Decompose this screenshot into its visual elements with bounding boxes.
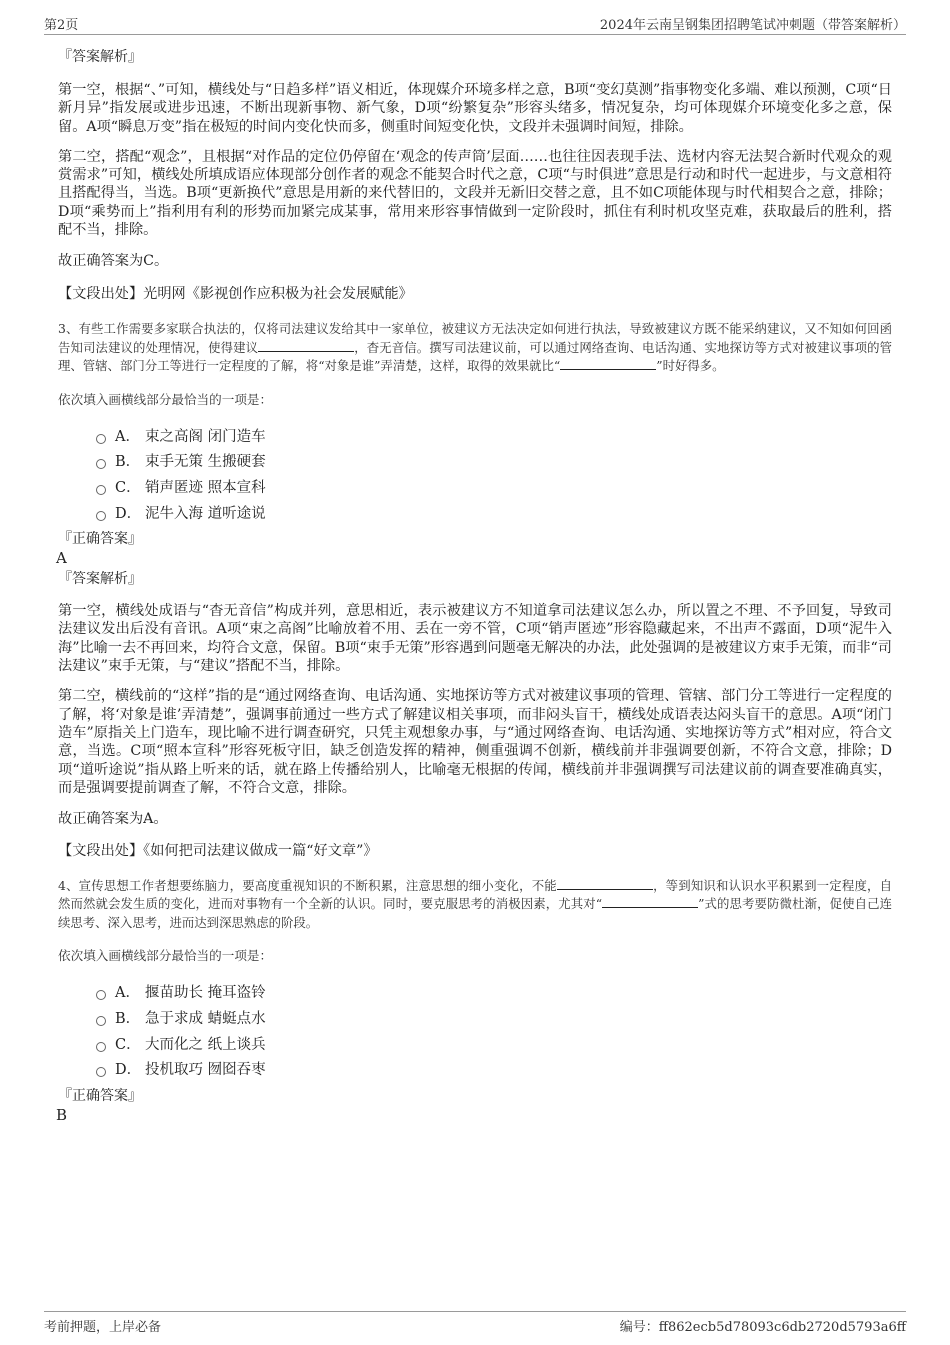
page-header — [44, 14, 906, 35]
correct-answer-value: A — [56, 549, 67, 568]
correct-answer-value: B — [56, 1105, 68, 1124]
option-list — [58, 425, 892, 527]
answer-statement: 故正确答案为C。 — [58, 253, 169, 270]
page-number: 第2页 — [44, 18, 79, 33]
analysis-paragraph: 第二空，搭配“观念”，且根据“对作品的定位仍停留在‘观念的传声筒’层面……也往往因表现手法、选材内容无法契合新时代观众的观赏需求”可知，横线处所填成语应体现部分创作者的观念不能契合时代之意，C项“与时俱进”意思是行动和时代一起进步，与文意相符且搭配得当，当选。B项“更新换代”意思是用新的来代替旧的，文段并无新旧交替之意，且不如C项能体现与时代相契合之意，排除；D项“乘势而上”指利用有利的形势而加紧完成某事，常用来形容事情做到一定阶段时，抓住有利时机攻坚克难，获取最后的胜利，搭配不当，排除。 — [58, 148, 892, 239]
answer-statement: 故正确答案为A。 — [58, 811, 168, 828]
correct-answer-label: 『正确答案』 — [58, 1087, 142, 1104]
option-b[interactable]: B． 急于求成 蜻蜓点水 — [58, 1007, 892, 1033]
question-hint: 依次填入画横线部分最恰当的一项是： — [58, 948, 273, 964]
radio-icon[interactable] — [96, 1067, 106, 1077]
fill-blank — [258, 339, 354, 352]
footer-slogan: 考前押题，上岸必备 — [44, 1320, 162, 1335]
analysis-paragraph: 第一空，横线处成语与“杳无音信”构成并列，意思相近，表示被建议方不知道拿司法建议怎么办，所以置之不理、不予回复，导致司法建议发出后没有音讯。A项“束之高阁”比喻放着不用、丢在一旁不管，C项“销声匿迹”形容隐藏起来，不出声不露面，D项“泥牛入海”比喻一去不再回来，均符合文意，保留。B项“束手无策”形容遇到问题毫无解决的办法，此处强调的是被建议方束手无策，而非“司法建议”束手无策，与“建议”搭配不当，排除。 — [58, 603, 892, 675]
option-d[interactable]: D． 泥牛入海 道听途说 — [58, 502, 892, 528]
radio-icon[interactable] — [96, 1016, 106, 1026]
fill-blank — [602, 895, 698, 908]
radio-icon[interactable] — [96, 511, 106, 521]
page-content — [58, 44, 892, 1124]
document-title: 2024年云南呈钢集团招聘笔试冲刺题（带答案解析） — [599, 18, 906, 33]
question-hint: 依次填入画横线部分最恰当的一项是： — [58, 391, 273, 407]
correct-answer-label: 『正确答案』 — [58, 531, 142, 548]
option-c[interactable]: C． 大而化之 纸上谈兵 — [58, 1033, 892, 1059]
option-b[interactable]: B． 束手无策 生搬硬套 — [58, 450, 892, 476]
analysis-label: 『答案解析』 — [58, 571, 142, 588]
option-d[interactable]: D． 投机取巧 囫囵吞枣 — [58, 1058, 892, 1084]
radio-icon[interactable] — [96, 485, 106, 495]
radio-icon[interactable] — [96, 434, 106, 444]
question-stem: 3、有些工作需要多家联合执法的，仅将司法建议发给其中一家单位，被建议方无法决定如何进行执法，导致被建议方既不能采纳建议，又不知如何回函告知司法建议的处理情况，使得建议 ，杳无音信。撰写司法建议前，可以通过网络查询、电话沟通、实地探访等方式对被建议事项的管理、管辖、部门分工等进行一定程度的了解，将“对象是谁”弄清楚，这样，取得的效果就比“ ”时好得多。 — [58, 320, 893, 374]
radio-icon[interactable] — [96, 990, 106, 1000]
page-footer — [44, 1311, 906, 1335]
fill-blank — [557, 877, 653, 890]
source-citation: 【文段出处】光明网《影视创作应积极为社会发展赋能》 — [58, 285, 413, 302]
analysis-label: 『答案解析』 — [58, 49, 142, 65]
question-stem: 4、宣传思想工作者想要练脑力，要高度重视知识的不断积累，注意思想的细小变化，不能 ，等到知识和认识水平积累到一定程度，自然而然就会发生质的变化，进而对事物有一个全新的认识。同时，要克服思考的消极因素，尤其对“ ”式的思考要防微杜渐，促使自己连续思考、深入思考，进而达到深思熟虑的阶段。 — [58, 877, 893, 930]
radio-icon[interactable] — [96, 459, 106, 469]
option-a[interactable]: A． 束之高阁 闭门造车 — [58, 425, 892, 451]
source-citation: 【文段出处】《如何把司法建议做成一篇“好文章”》 — [58, 843, 378, 860]
option-c[interactable]: C． 销声匿迹 照本宣科 — [58, 476, 892, 502]
option-list — [58, 981, 892, 1083]
fill-blank — [560, 357, 656, 370]
document-id: 编号：ff862ecb5d78093c6db2720d5793a6ff — [619, 1320, 906, 1335]
analysis-paragraph: 第一空，根据“、”可知，横线处与“日趋多样”语义相近，体现媒介环境多样之意，B项“变幻莫测”指事物变化多端、难以预测，C项“日新月异”指发展或进步迅速，不断出现新事物、新气象，D项“纷繁复杂”形容头绪多，情况复杂，均可体现媒介环境变化多之意，保留。A项“瞬息万变”指在极短的时间内变化快而多，侧重时间短变化快，文段并未强调时间短，排除。 — [58, 82, 892, 135]
option-a[interactable]: A． 揠苗助长 掩耳盗铃 — [58, 981, 892, 1007]
radio-icon[interactable] — [96, 1042, 106, 1052]
analysis-paragraph: 第二空，横线前的“这样”指的是“通过网络查询、电话沟通、实地探访等方式对被建议事项的管理、管辖、部门分工等进行一定程度的了解，将‘对象是谁’弄清楚”，强调事前通过一些方式了解建议相关事项，而非闷头盲干，横线处成语表达闷头盲干的意思。A项“闭门造车”原指关上门造车，现比喻不进行调查研究，只凭主观想象办事，与“通过网络查询、电话沟通、实地探访等方式”相对应，符合文意，当选。C项“照本宣科”形容死板守旧，缺乏创造发挥的精神，侧重强调不创新，横线前并非强调要创新，不符合文意，排除；D项“道听途说”指从路上听来的话，就在路上传播给别人，比喻毫无根据的传闻，横线前并非强调撰写司法建议前的调查要准确真实，而是强调要提前调查了解，不符合文意，排除。 — [58, 688, 892, 796]
